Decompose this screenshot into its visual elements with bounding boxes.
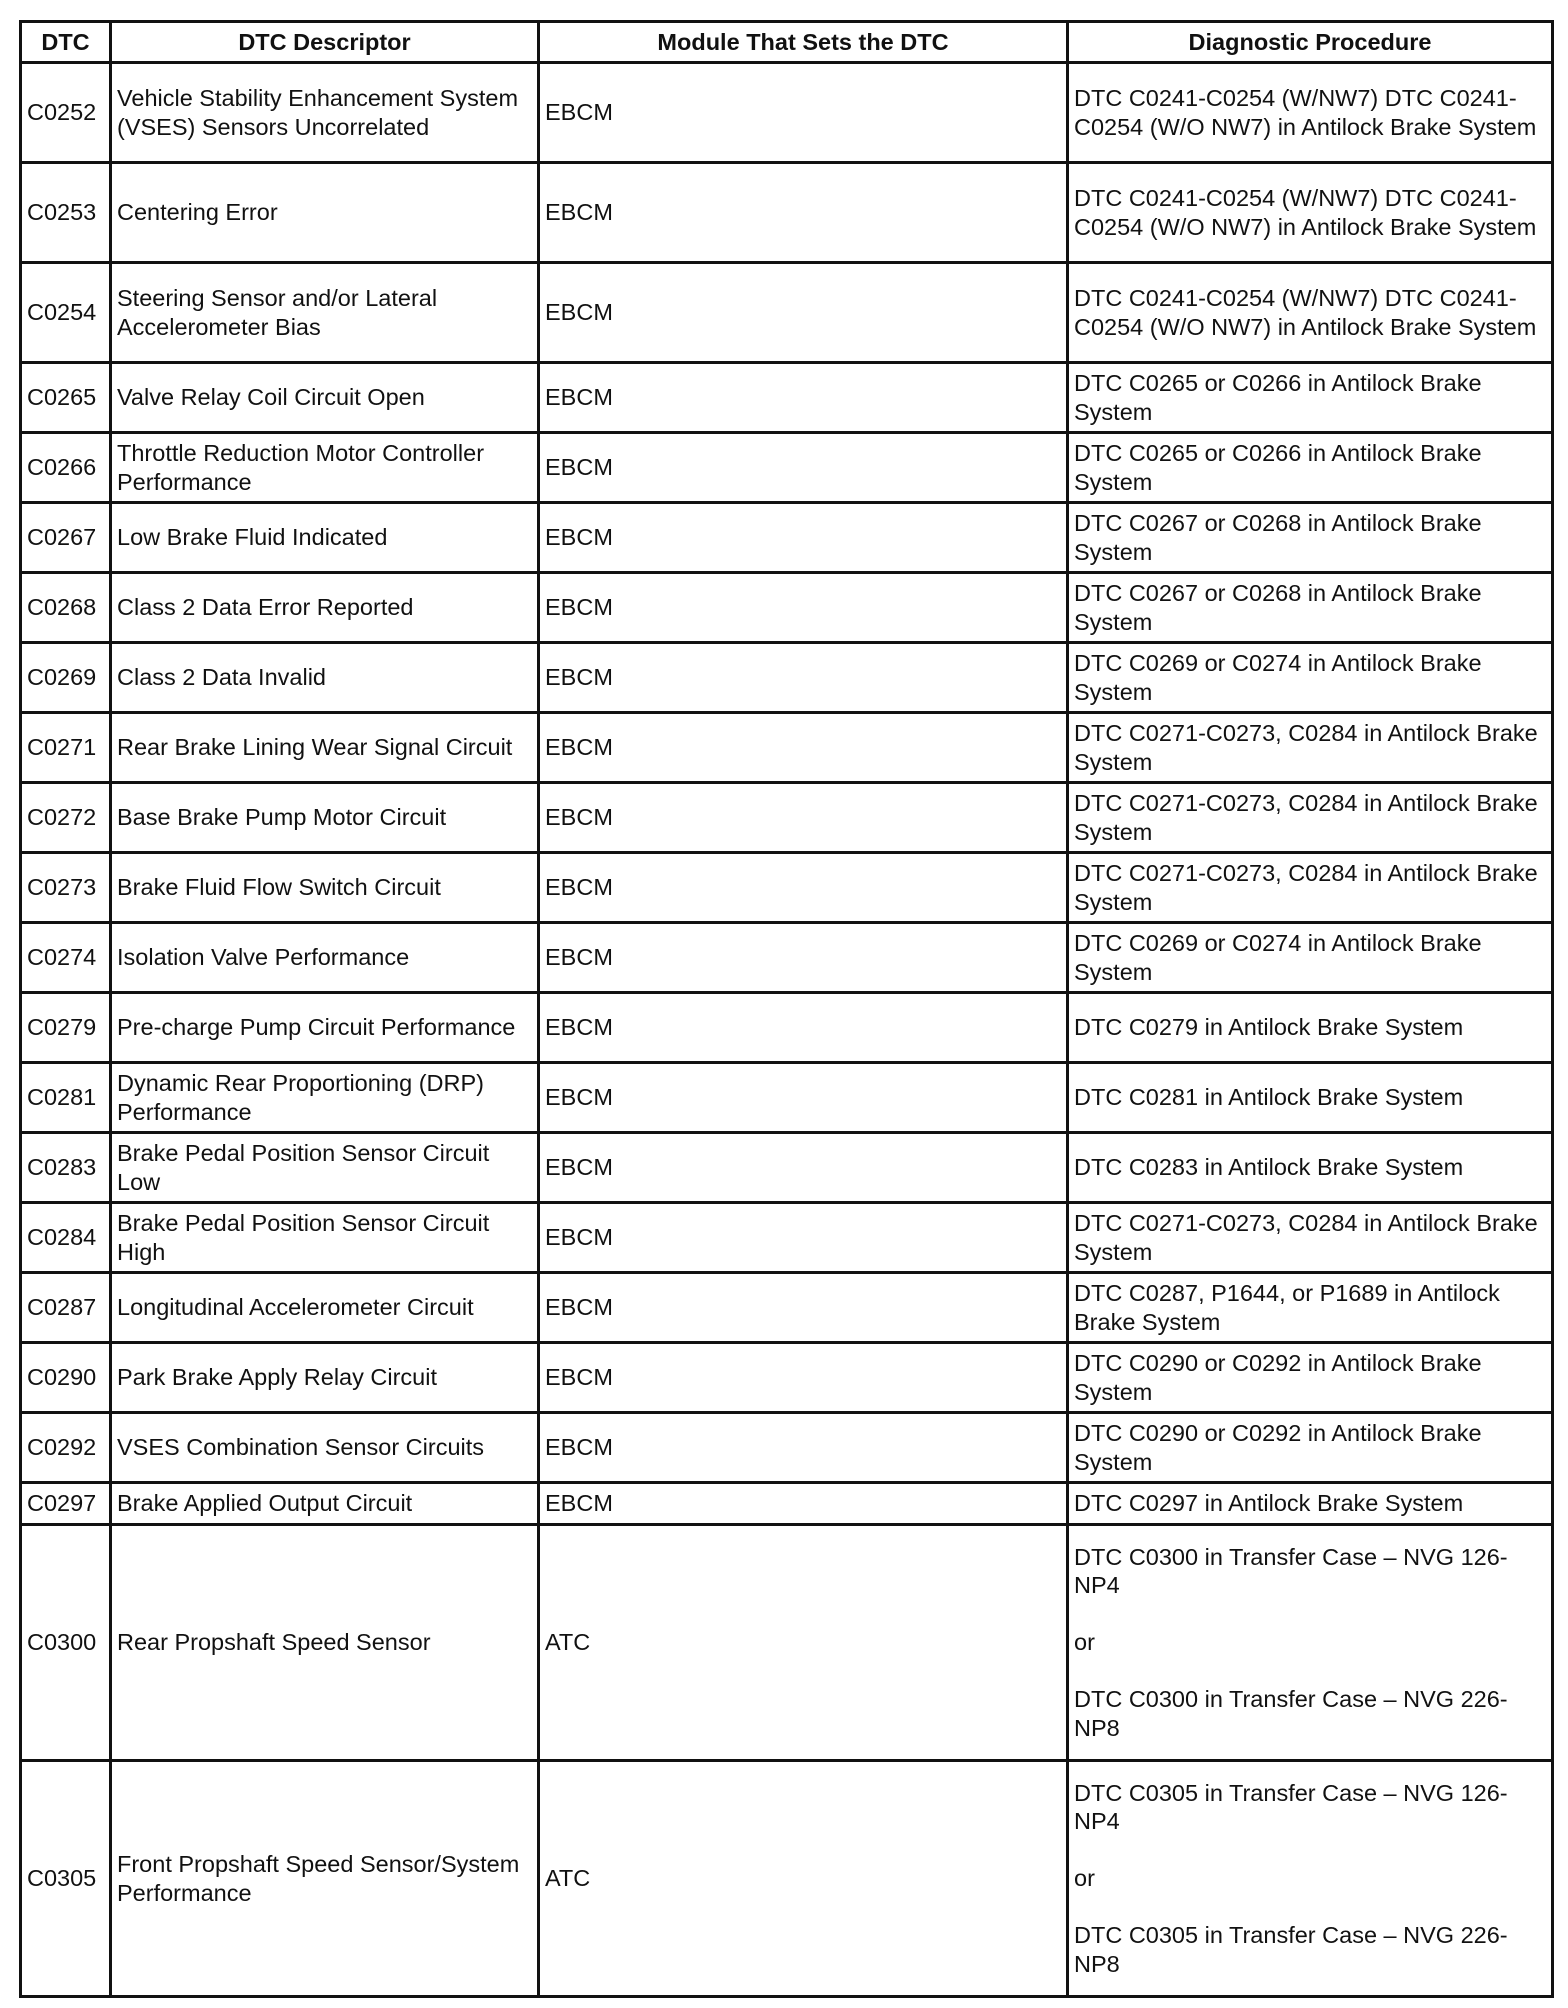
module-cell: EBCM — [539, 643, 1068, 713]
table-row — [21, 1483, 1553, 1525]
table-row — [21, 363, 1553, 433]
module-cell: EBCM — [539, 1343, 1068, 1413]
header-module: Module That Sets the DTC — [539, 22, 1068, 63]
module-cell: EBCM — [539, 433, 1068, 503]
dtc-cell: C0253 — [21, 163, 111, 263]
descriptor-cell: Pre-charge Pump Circuit Performance — [111, 993, 539, 1063]
procedure-cell: DTC C0241-C0254 (W/NW7) DTC C0241-C0254 (W/O NW7) in Antilock Brake System — [1068, 263, 1553, 363]
descriptor-cell: Front Propshaft Speed Sensor/System Performance — [111, 1761, 539, 1997]
descriptor-cell: Isolation Valve Performance — [111, 923, 539, 993]
descriptor-cell: Vehicle Stability Enhancement System (VSES) Sensors Uncorrelated — [111, 63, 539, 163]
procedure-cell: DTC C0271-C0273, C0284 in Antilock Brake System — [1068, 1203, 1553, 1273]
module-cell: EBCM — [539, 63, 1068, 163]
dtc-cell: C0284 — [21, 1203, 111, 1273]
dtc-cell: C0265 — [21, 363, 111, 433]
module-cell: EBCM — [539, 1203, 1068, 1273]
dtc-cell: C0254 — [21, 263, 111, 363]
dtc-cell: C0281 — [21, 1063, 111, 1133]
descriptor-cell: Class 2 Data Invalid — [111, 643, 539, 713]
procedure-cell: DTC C0241-C0254 (W/NW7) DTC C0241-C0254 (W/O NW7) in Antilock Brake System — [1068, 63, 1553, 163]
table-row — [21, 1203, 1553, 1273]
dtc-table — [19, 20, 1554, 1998]
descriptor-cell: Brake Fluid Flow Switch Circuit — [111, 853, 539, 923]
table-row — [21, 433, 1553, 503]
dtc-cell: C0297 — [21, 1483, 111, 1525]
descriptor-cell: Rear Brake Lining Wear Signal Circuit — [111, 713, 539, 783]
procedure-cell: DTC C0283 in Antilock Brake System — [1068, 1133, 1553, 1203]
descriptor-cell: Class 2 Data Error Reported — [111, 573, 539, 643]
descriptor-cell: Park Brake Apply Relay Circuit — [111, 1343, 539, 1413]
module-cell: EBCM — [539, 1413, 1068, 1483]
table-row — [21, 923, 1553, 993]
table-row — [21, 503, 1553, 573]
dtc-cell: C0292 — [21, 1413, 111, 1483]
table-row — [21, 63, 1553, 163]
table-header-row — [21, 22, 1553, 63]
dtc-cell: C0272 — [21, 783, 111, 853]
procedure-cell: DTC C0265 or C0266 in Antilock Brake System — [1068, 363, 1553, 433]
header-procedure: Diagnostic Procedure — [1068, 22, 1553, 63]
procedure-cell: DTC C0297 in Antilock Brake System — [1068, 1483, 1553, 1525]
descriptor-cell: Dynamic Rear Proportioning (DRP) Performance — [111, 1063, 539, 1133]
procedure-cell: DTC C0265 or C0266 in Antilock Brake System — [1068, 433, 1553, 503]
module-cell: ATC — [539, 1761, 1068, 1997]
module-cell: EBCM — [539, 163, 1068, 263]
header-dtc: DTC — [21, 22, 111, 63]
module-cell: EBCM — [539, 363, 1068, 433]
table-row — [21, 993, 1553, 1063]
procedure-cell: DTC C0241-C0254 (W/NW7) DTC C0241-C0254 (W/O NW7) in Antilock Brake System — [1068, 163, 1553, 263]
descriptor-cell: VSES Combination Sensor Circuits — [111, 1413, 539, 1483]
table-row — [21, 1273, 1553, 1343]
dtc-cell: C0273 — [21, 853, 111, 923]
module-cell: EBCM — [539, 993, 1068, 1063]
table-row — [21, 163, 1553, 263]
table-row — [21, 573, 1553, 643]
dtc-cell: C0267 — [21, 503, 111, 573]
dtc-cell: C0290 — [21, 1343, 111, 1413]
module-cell: EBCM — [539, 713, 1068, 783]
dtc-cell: C0274 — [21, 923, 111, 993]
procedure-cell: DTC C0300 in Transfer Case – NVG 126-NP4 or DTC C0300 in Transfer Case – NVG 226-NP8 — [1068, 1525, 1553, 1761]
procedure-cell: DTC C0271-C0273, C0284 in Antilock Brake System — [1068, 853, 1553, 923]
descriptor-cell: Brake Applied Output Circuit — [111, 1483, 539, 1525]
dtc-cell: C0271 — [21, 713, 111, 783]
dtc-cell: C0287 — [21, 1273, 111, 1343]
module-cell: EBCM — [539, 503, 1068, 573]
descriptor-cell: Base Brake Pump Motor Circuit — [111, 783, 539, 853]
dtc-cell: C0305 — [21, 1761, 111, 1997]
procedure-cell: DTC C0279 in Antilock Brake System — [1068, 993, 1553, 1063]
table-row — [21, 1413, 1553, 1483]
procedure-cell: DTC C0269 or C0274 in Antilock Brake System — [1068, 643, 1553, 713]
table-row — [21, 713, 1553, 783]
procedure-cell: DTC C0287, P1644, or P1689 in Antilock Brake System — [1068, 1273, 1553, 1343]
descriptor-cell: Brake Pedal Position Sensor Circuit Low — [111, 1133, 539, 1203]
procedure-cell: DTC C0271-C0273, C0284 in Antilock Brake System — [1068, 713, 1553, 783]
table-row — [21, 643, 1553, 713]
procedure-cell: DTC C0267 or C0268 in Antilock Brake System — [1068, 573, 1553, 643]
descriptor-cell: Brake Pedal Position Sensor Circuit High — [111, 1203, 539, 1273]
descriptor-cell: Rear Propshaft Speed Sensor — [111, 1525, 539, 1761]
descriptor-cell: Low Brake Fluid Indicated — [111, 503, 539, 573]
descriptor-cell: Longitudinal Accelerometer Circuit — [111, 1273, 539, 1343]
dtc-cell: C0279 — [21, 993, 111, 1063]
header-descriptor: DTC Descriptor — [111, 22, 539, 63]
table-row — [21, 1761, 1553, 1997]
table-row — [21, 1343, 1553, 1413]
procedure-cell: DTC C0267 or C0268 in Antilock Brake System — [1068, 503, 1553, 573]
procedure-cell: DTC C0305 in Transfer Case – NVG 126-NP4 or DTC C0305 in Transfer Case – NVG 226-NP8 — [1068, 1761, 1553, 1997]
procedure-cell: DTC C0290 or C0292 in Antilock Brake System — [1068, 1413, 1553, 1483]
dtc-cell: C0268 — [21, 573, 111, 643]
table-row — [21, 853, 1553, 923]
procedure-cell: DTC C0281 in Antilock Brake System — [1068, 1063, 1553, 1133]
procedure-cell: DTC C0269 or C0274 in Antilock Brake System — [1068, 923, 1553, 993]
table-row — [21, 1525, 1553, 1761]
module-cell: EBCM — [539, 1273, 1068, 1343]
module-cell: EBCM — [539, 783, 1068, 853]
descriptor-cell: Valve Relay Coil Circuit Open — [111, 363, 539, 433]
table-row — [21, 1063, 1553, 1133]
descriptor-cell: Centering Error — [111, 163, 539, 263]
procedure-cell: DTC C0271-C0273, C0284 in Antilock Brake System — [1068, 783, 1553, 853]
table-row — [21, 1133, 1553, 1203]
descriptor-cell: Throttle Reduction Motor Controller Performance — [111, 433, 539, 503]
table-row — [21, 783, 1553, 853]
dtc-cell: C0266 — [21, 433, 111, 503]
dtc-cell: C0252 — [21, 63, 111, 163]
module-cell: EBCM — [539, 853, 1068, 923]
dtc-cell: C0283 — [21, 1133, 111, 1203]
module-cell: EBCM — [539, 1063, 1068, 1133]
module-cell: EBCM — [539, 263, 1068, 363]
module-cell: ATC — [539, 1525, 1068, 1761]
table-row — [21, 263, 1553, 363]
module-cell: EBCM — [539, 1483, 1068, 1525]
module-cell: EBCM — [539, 923, 1068, 993]
descriptor-cell: Steering Sensor and/or Lateral Accelerometer Bias — [111, 263, 539, 363]
dtc-cell: C0300 — [21, 1525, 111, 1761]
dtc-cell: C0269 — [21, 643, 111, 713]
procedure-cell: DTC C0290 or C0292 in Antilock Brake System — [1068, 1343, 1553, 1413]
module-cell: EBCM — [539, 1133, 1068, 1203]
module-cell: EBCM — [539, 573, 1068, 643]
